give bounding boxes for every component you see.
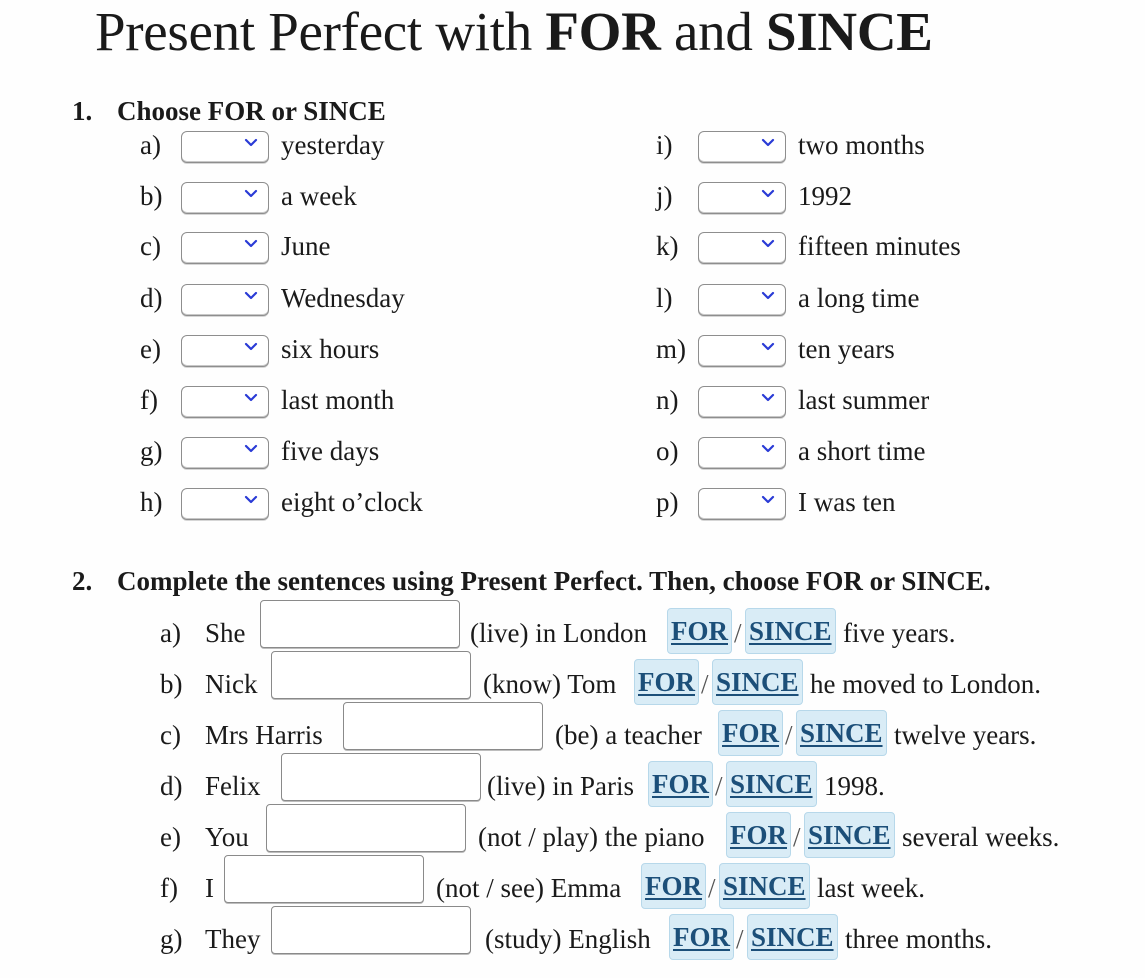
for-since-select[interactable] (698, 131, 786, 163)
time-expression: I was ten (798, 487, 896, 517)
verb-answer-input[interactable] (271, 651, 471, 699)
sentence-verb-part: (live) in London (470, 618, 647, 648)
for-since-select[interactable] (181, 386, 269, 418)
verb-answer-input[interactable] (266, 804, 466, 852)
title-since: SINCE (766, 1, 933, 62)
chevron-down-icon (761, 187, 775, 201)
choice-separator: / (715, 771, 723, 801)
sentence-subject: I (205, 873, 214, 903)
item-letter: a) (140, 130, 161, 160)
sentence-letter: a) (160, 618, 181, 648)
for-since-select[interactable] (181, 232, 269, 264)
for-since-select[interactable] (181, 335, 269, 367)
verb-answer-input[interactable] (224, 855, 424, 903)
chevron-down-icon (761, 391, 775, 405)
item-letter: d) (140, 283, 163, 313)
chevron-down-icon (761, 340, 775, 354)
for-option[interactable]: FOR (667, 608, 732, 654)
time-expression: fifteen minutes (798, 231, 961, 261)
since-option[interactable]: SINCE (745, 608, 836, 654)
sentence-subject: They (205, 924, 261, 954)
chevron-down-icon (244, 340, 258, 354)
for-option[interactable]: FOR (669, 914, 734, 960)
sentence-ending: twelve years. (894, 720, 1037, 750)
for-since-select[interactable] (698, 488, 786, 520)
choice-separator: / (736, 924, 744, 954)
time-expression: June (281, 231, 331, 261)
sentence-subject: You (205, 822, 249, 852)
chevron-down-icon (244, 289, 258, 303)
sentence-letter: f) (160, 873, 178, 903)
sentence-ending: several weeks. (902, 822, 1060, 852)
verb-answer-input[interactable] (343, 702, 543, 750)
since-option[interactable]: SINCE (804, 812, 895, 858)
sentence-ending: he moved to London. (810, 669, 1041, 699)
sentence-subject: She (205, 618, 246, 648)
sentence-subject: Mrs Harris (205, 720, 323, 750)
for-option[interactable]: FOR (726, 812, 791, 858)
item-letter: o) (656, 436, 679, 466)
chevron-down-icon (761, 442, 775, 456)
sentence-letter: c) (160, 720, 181, 750)
for-since-select[interactable] (698, 386, 786, 418)
item-letter: f) (140, 385, 158, 415)
section2-heading: Complete the sentences using Present Perfect. Then, choose FOR or SINCE. (117, 566, 991, 596)
item-letter: g) (140, 436, 163, 466)
item-letter: c) (140, 231, 161, 261)
sentence-verb-part: (be) a teacher (555, 720, 702, 750)
title-text: Present Perfect with (95, 1, 546, 62)
verb-answer-input[interactable] (271, 906, 471, 954)
section2-number: 2. (72, 566, 93, 596)
for-option[interactable]: FOR (641, 863, 706, 909)
choice-separator: / (701, 669, 709, 699)
sentence-ending: 1998. (824, 771, 885, 801)
verb-answer-input[interactable] (260, 600, 460, 648)
item-letter: k) (656, 231, 679, 261)
item-letter: l) (656, 283, 673, 313)
sentence-verb-part: (not / play) the piano (478, 822, 705, 852)
sentence-subject: Felix (205, 771, 261, 801)
item-letter: j) (656, 181, 673, 211)
title-for: FOR (545, 1, 661, 62)
time-expression: 1992 (798, 181, 852, 211)
sentence-ending: three months. (845, 924, 992, 954)
choice-separator: / (793, 822, 801, 852)
item-letter: b) (140, 181, 163, 211)
since-option[interactable]: SINCE (796, 710, 887, 756)
for-since-select[interactable] (698, 335, 786, 367)
since-option[interactable]: SINCE (719, 863, 810, 909)
time-expression: a long time (798, 283, 920, 313)
time-expression: six hours (281, 334, 380, 364)
time-expression: last month (281, 385, 395, 415)
sentence-verb-part: (live) in Paris (487, 771, 634, 801)
chevron-down-icon (244, 391, 258, 405)
since-option[interactable]: SINCE (712, 659, 803, 705)
chevron-down-icon (761, 237, 775, 251)
for-since-select[interactable] (698, 284, 786, 316)
since-option[interactable]: SINCE (747, 914, 838, 960)
choice-separator: / (708, 873, 716, 903)
chevron-down-icon (761, 493, 775, 507)
for-since-select[interactable] (181, 488, 269, 520)
sentence-letter: b) (160, 669, 183, 699)
for-option[interactable]: FOR (718, 710, 783, 756)
sentence-verb-part: (study) English (485, 924, 651, 954)
for-since-select[interactable] (698, 232, 786, 264)
sentence-letter: g) (160, 924, 183, 954)
chevron-down-icon (244, 136, 258, 150)
chevron-down-icon (761, 289, 775, 303)
time-expression: ten years (798, 334, 895, 364)
time-expression: five days (281, 436, 380, 466)
for-since-select[interactable] (181, 437, 269, 469)
chevron-down-icon (761, 136, 775, 150)
sentence-ending: last week. (817, 873, 925, 903)
section1-number: 1. (72, 96, 93, 126)
section1-heading: Choose FOR or SINCE (117, 96, 386, 126)
time-expression: two months (798, 130, 925, 160)
for-since-select[interactable] (181, 182, 269, 214)
item-letter: i) (656, 130, 673, 160)
sentence-letter: d) (160, 771, 183, 801)
sentence-letter: e) (160, 822, 181, 852)
chevron-down-icon (244, 187, 258, 201)
time-expression: a week (281, 181, 357, 211)
item-letter: e) (140, 334, 161, 364)
sentence-verb-part: (not / see) Emma (436, 873, 622, 903)
time-expression: last summer (798, 385, 930, 415)
sentence-verb-part: (know) Tom (483, 669, 617, 699)
chevron-down-icon (244, 493, 258, 507)
chevron-down-icon (244, 442, 258, 456)
item-letter: n) (656, 385, 679, 415)
since-option[interactable]: SINCE (726, 761, 817, 807)
sentence-subject: Nick (205, 669, 258, 699)
choice-separator: / (785, 720, 793, 750)
time-expression: Wednesday (281, 283, 405, 313)
title-and: and (660, 1, 767, 62)
for-option[interactable]: FOR (648, 761, 713, 807)
chevron-down-icon (244, 237, 258, 251)
time-expression: a short time (798, 436, 926, 466)
item-letter: m) (656, 334, 686, 364)
sentence-ending: five years. (843, 618, 956, 648)
for-since-select[interactable] (181, 284, 269, 316)
choice-separator: / (734, 618, 742, 648)
item-letter: h) (140, 487, 163, 517)
time-expression: yesterday (281, 130, 385, 160)
verb-answer-input[interactable] (281, 753, 481, 801)
page-title (95, 2, 933, 62)
for-option[interactable]: FOR (634, 659, 699, 705)
time-expression: eight o’clock (281, 487, 423, 517)
for-since-select[interactable] (698, 182, 786, 214)
for-since-select[interactable] (181, 131, 269, 163)
item-letter: p) (656, 487, 679, 517)
for-since-select[interactable] (698, 437, 786, 469)
